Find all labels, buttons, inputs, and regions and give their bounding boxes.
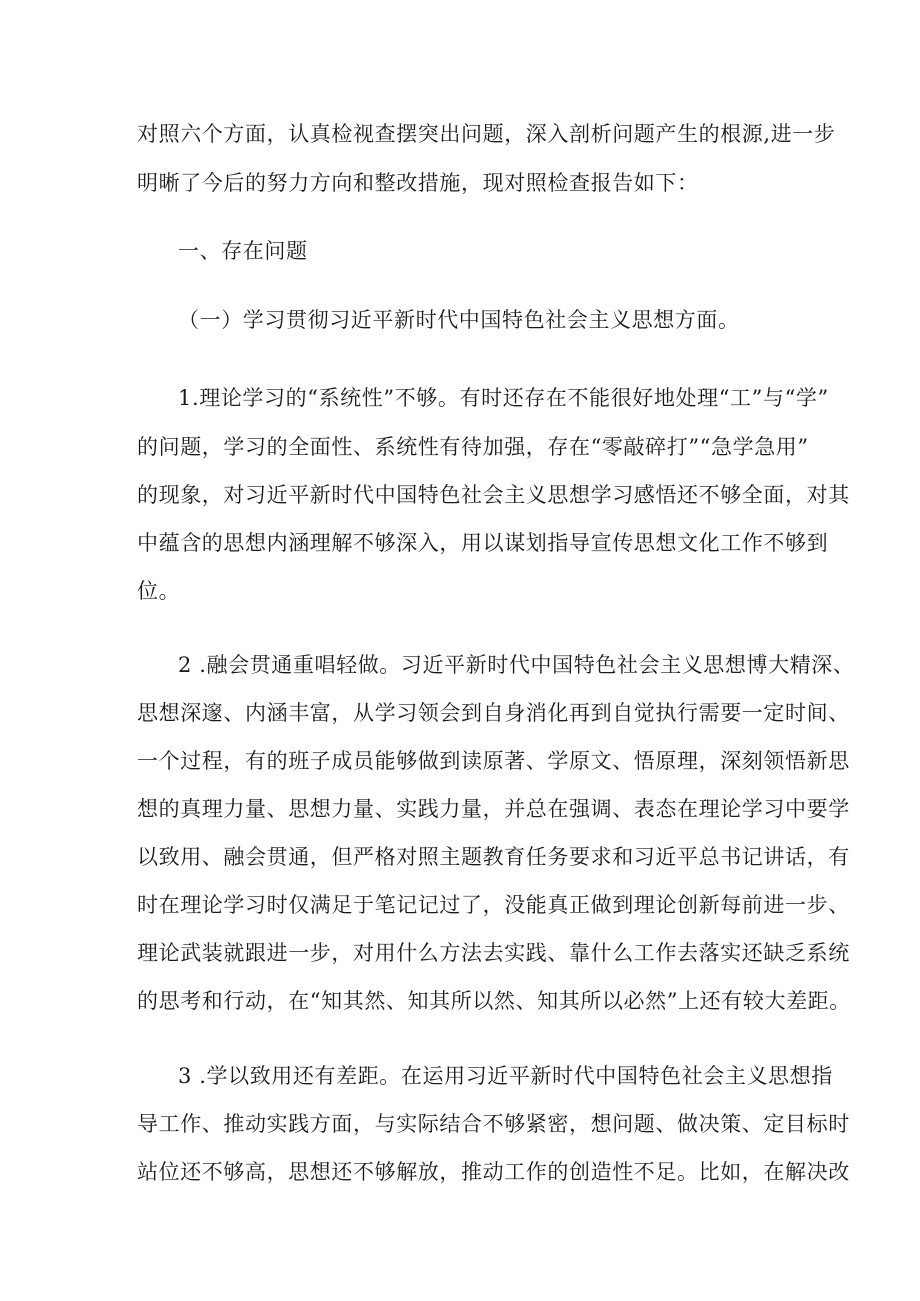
item2-line-4: 想的真理力量、思想力量、实践力量，并总在强调、表态在理论学习中要学 [137,797,850,821]
item2-line-3: 一个过程，有的班子成员能够做到读原著、学原文、悟原理，深刻领悟新思 [137,749,850,773]
item2-line-5: 以致用、融会贯通，但严格对照主题教育任务要求和习近平总书记讲话，有 [137,845,850,869]
item3-line-2: 导工作、推动实践方面，与实际结合不够紧密，想问题、做决策、定目标时 [137,1112,850,1136]
item1-line-1: 1.理论学习的“系统性”不够。有时还存在不能很好地处理“工”与“学” [178,386,829,410]
item2-line-2: 思想深邃、内涵丰富，从学习领会到自身消化再到自觉执行需要一定时间、 [137,701,850,725]
item3-line-3: 站位还不够高，思想还不够解放，推动工作的创造性不足。比如，在解决改 [137,1160,850,1184]
item1-line-4: 中蕴含的思想内涵理解不够深入，用以谋划指导宣传思想文化工作不够到 [137,531,829,555]
item2-line-8: 的思考和行动，在“知其然、知其所以然、知其所以必然”上还有较大差距。 [137,989,851,1013]
intro-line-2: 明晰了今后的努力方向和整改措施，现对照检查报告如下： [137,171,699,195]
subsection-heading: （一）学习贯彻习近平新时代中国特色社会主义思想方面。 [178,308,740,332]
item2-line-6: 时在理论学习时仅满足于笔记记过了，没能真正做到理论创新每前进一步、 [137,893,850,917]
intro-line-1: 对照六个方面，认真检视查摆突出问题，深入剖析问题产生的根源,进一步 [137,122,836,146]
item2-line-1: 2 .融会贯通重唱轻做。习近平新时代中国特色社会主义思想博大精深、 [178,653,855,677]
item2-line-7: 理论武装就跟进一步，对用什么方法去实践、靠什么工作去落实还缺乏系统 [137,941,850,965]
item1-line-5: 位。 [137,579,181,603]
item1-line-3: 的现象，对习近平新时代中国特色社会主义思想学习感悟还不够全面，对其 [137,483,850,507]
section-heading: 一、存在问题 [178,239,308,263]
item1-line-2: 的问题，学习的全面性、系统性有待加强，存在“零敲碎打”“急学急用” [137,435,809,459]
item3-line-1: 3 .学以致用还有差距。在运用习近平新时代中国特色社会主义思想指 [178,1064,833,1088]
